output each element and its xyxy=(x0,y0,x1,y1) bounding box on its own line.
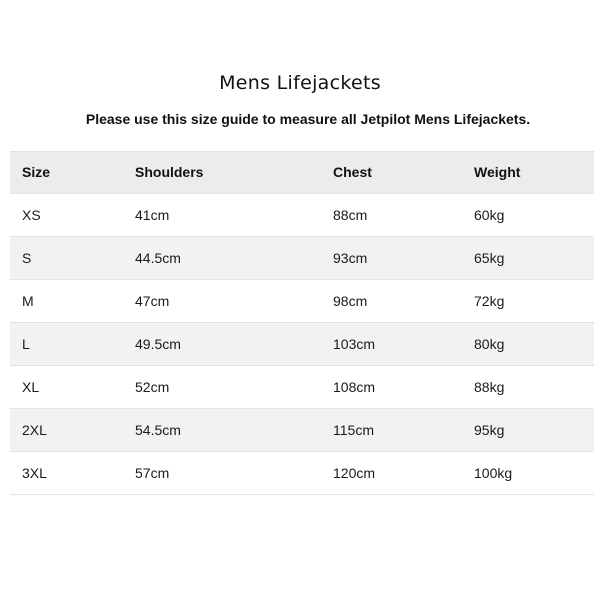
table-row xyxy=(10,366,594,409)
cell-weight: 100kg xyxy=(474,452,594,495)
cell-chest: 115cm xyxy=(333,409,474,452)
table-row xyxy=(10,409,594,452)
cell-weight: 65kg xyxy=(474,237,594,280)
cell-shoulders: 47cm xyxy=(135,280,333,323)
cell-size: XS xyxy=(10,194,135,237)
cell-chest: 93cm xyxy=(333,237,474,280)
cell-shoulders: 57cm xyxy=(135,452,333,495)
cell-weight: 60kg xyxy=(474,194,594,237)
cell-size: S xyxy=(10,237,135,280)
cell-size: 2XL xyxy=(10,409,135,452)
column-header-weight: Weight xyxy=(474,152,594,194)
cell-weight: 72kg xyxy=(474,280,594,323)
cell-size: 3XL xyxy=(10,452,135,495)
cell-chest: 120cm xyxy=(333,452,474,495)
table-row xyxy=(10,452,594,495)
cell-chest: 103cm xyxy=(333,323,474,366)
table-header-row xyxy=(10,152,594,194)
cell-size: XL xyxy=(10,366,135,409)
table-row xyxy=(10,280,594,323)
cell-chest: 98cm xyxy=(333,280,474,323)
column-header-chest: Chest xyxy=(333,152,474,194)
table-header xyxy=(10,152,594,194)
table-row xyxy=(10,323,594,366)
size-guide-description: Please use this size guide to measure all Jetpilot Mens Lifejackets. xyxy=(85,111,531,127)
cell-shoulders: 44.5cm xyxy=(135,237,333,280)
cell-weight: 80kg xyxy=(474,323,594,366)
cell-weight: 95kg xyxy=(474,409,594,452)
cell-chest: 108cm xyxy=(333,366,474,409)
table-row xyxy=(10,237,594,280)
cell-size: M xyxy=(10,280,135,323)
cell-shoulders: 52cm xyxy=(135,366,333,409)
cell-chest: 88cm xyxy=(333,194,474,237)
table-body xyxy=(10,194,594,495)
size-chart-table xyxy=(10,151,594,495)
cell-shoulders: 54.5cm xyxy=(135,409,333,452)
column-header-shoulders: Shoulders xyxy=(135,152,333,194)
cell-shoulders: 49.5cm xyxy=(135,323,333,366)
cell-weight: 88kg xyxy=(474,366,594,409)
page-title: Mens Lifejackets xyxy=(219,72,381,94)
table-row xyxy=(10,194,594,237)
column-header-size: Size xyxy=(10,152,135,194)
cell-size: L xyxy=(10,323,135,366)
cell-shoulders: 41cm xyxy=(135,194,333,237)
